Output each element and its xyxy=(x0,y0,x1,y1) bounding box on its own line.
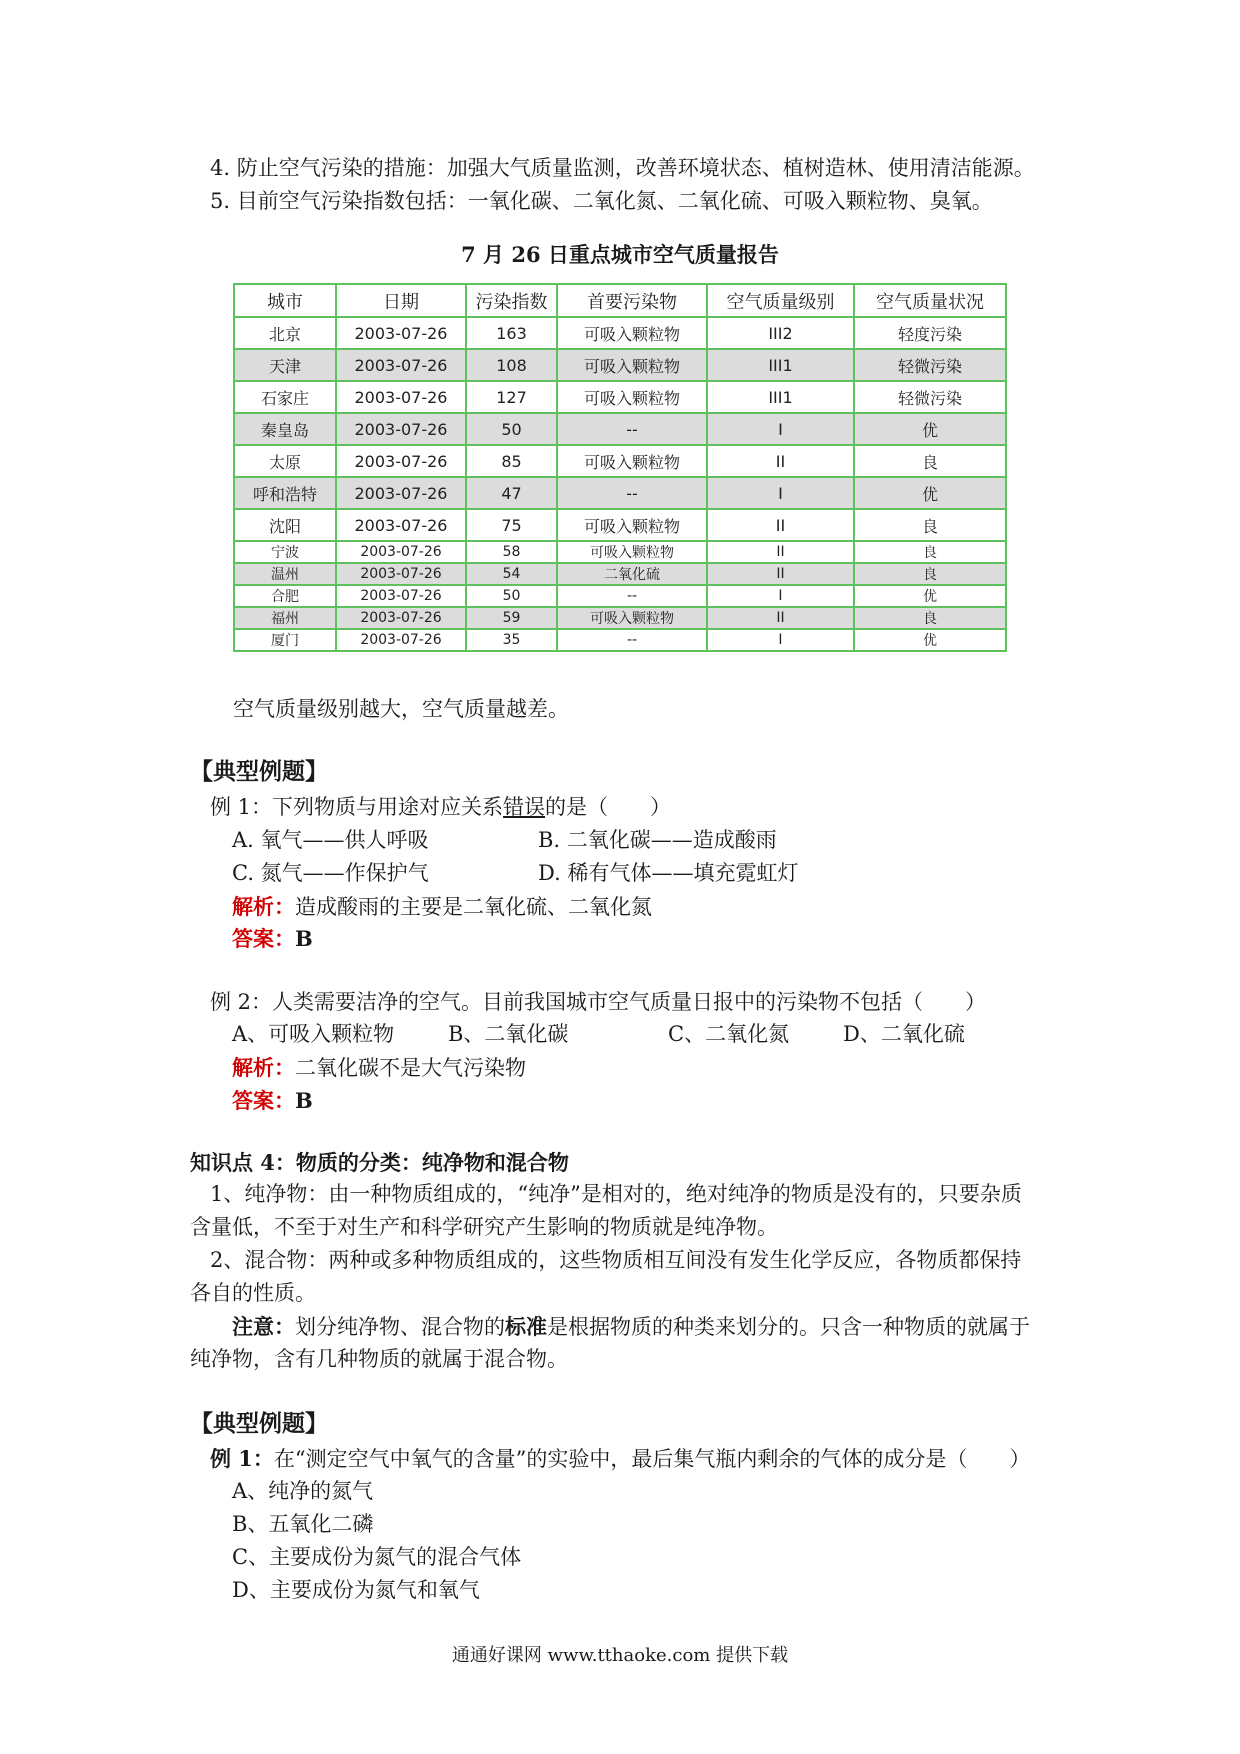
paragraph-1-line-1: 1、纯净物：由一种物质组成的，“纯净”是相对的，绝对纯净的物质是没有的，只要杂质 xyxy=(210,1182,1022,1206)
paragraph-2-line-1: 2、混合物：两种或多种物质组成的，这些物质相互间没有发生化学反应，各物质都保持 xyxy=(210,1248,1022,1272)
cell-status: 轻微污染 xyxy=(854,381,1006,413)
point-5: 5. 目前空气污染指数包括：一氧化碳、二氧化氮、二氧化硫、可吸入颗粒物、臭氧。 xyxy=(210,189,993,213)
cell-level: III1 xyxy=(707,349,854,381)
cell-level: I xyxy=(707,585,854,607)
cell-status: 良 xyxy=(854,445,1006,477)
cell-city: 温州 xyxy=(234,563,336,585)
note-line-1 xyxy=(232,1314,1030,1340)
question-text: 例 1：下列物质与用途对应关系 xyxy=(210,795,504,819)
table-note: 空气质量级别越大，空气质量越差。 xyxy=(233,697,569,721)
cell-level: II xyxy=(707,445,854,477)
cell-date: 2003-07-26 xyxy=(336,413,466,445)
cell-date: 2003-07-26 xyxy=(336,563,466,585)
option-a: A、可吸入颗粒物 xyxy=(232,1022,395,1046)
cell-index: 47 xyxy=(466,477,557,509)
table-row xyxy=(234,477,1006,509)
cell-pollutant: -- xyxy=(557,413,707,445)
cell-level: II xyxy=(707,509,854,541)
header-date: 日期 xyxy=(336,284,466,317)
analysis-text: 二氧化碳不是大气污染物 xyxy=(295,1056,526,1080)
header-status: 空气质量状况 xyxy=(854,284,1006,317)
header-city: 城市 xyxy=(234,284,336,317)
cell-pollutant: 可吸入颗粒物 xyxy=(557,445,707,477)
cell-pollutant: -- xyxy=(557,629,707,651)
example-label: 例 1： xyxy=(210,1446,274,1471)
cell-level: I xyxy=(707,477,854,509)
cell-city: 石家庄 xyxy=(234,381,336,413)
point-4: 4. 防止空气污染的措施：加强大气质量监测，改善环境状态、植树造林、使用清洁能源。 xyxy=(210,156,1035,180)
cell-status: 优 xyxy=(854,477,1006,509)
answer-value: B xyxy=(295,1088,313,1113)
note-bold: 标准 xyxy=(505,1314,547,1339)
cell-index: 58 xyxy=(466,541,557,563)
cell-status: 优 xyxy=(854,585,1006,607)
analysis-text: 造成酸雨的主要是二氧化硫、二氧化氮 xyxy=(295,895,652,919)
answer-label: 答案： xyxy=(232,926,295,951)
analysis-label: 解析： xyxy=(232,894,295,919)
table-row xyxy=(234,585,1006,607)
table-row xyxy=(234,445,1006,477)
analysis xyxy=(232,1055,526,1081)
cell-pollutant: 可吸入颗粒物 xyxy=(557,541,707,563)
cell-level: I xyxy=(707,629,854,651)
analysis xyxy=(232,894,652,920)
option-b: B、二氧化碳 xyxy=(448,1022,569,1046)
cell-status: 良 xyxy=(854,509,1006,541)
question-text-end: 的是（ ） xyxy=(545,795,672,819)
cell-level: III1 xyxy=(707,381,854,413)
cell-city: 秦皇岛 xyxy=(234,413,336,445)
table-row xyxy=(234,607,1006,629)
cell-level: III2 xyxy=(707,317,854,349)
table-row xyxy=(234,629,1006,651)
cell-pollutant: -- xyxy=(557,585,707,607)
cell-date: 2003-07-26 xyxy=(336,445,466,477)
cell-date: 2003-07-26 xyxy=(336,585,466,607)
section-heading: 【典型例题】 xyxy=(190,1410,328,1437)
question-underlined: 错误 xyxy=(503,795,546,819)
cell-status: 优 xyxy=(854,413,1006,445)
option-a: A. 氧气——供人呼吸 xyxy=(232,828,429,852)
knowledge-title: 知识点 4：物质的分类：纯净物和混合物 xyxy=(190,1150,569,1175)
footer-text: 通通好课网 www.tthaoke.com 提供下载 xyxy=(451,1645,789,1666)
cell-city: 宁波 xyxy=(234,541,336,563)
cell-status: 优 xyxy=(854,629,1006,651)
table-row xyxy=(234,509,1006,541)
header-level: 空气质量级别 xyxy=(707,284,854,317)
cell-city: 太原 xyxy=(234,445,336,477)
option-c: C. 氮气——作保护气 xyxy=(232,861,429,885)
cell-index: 50 xyxy=(466,413,557,445)
option-b: B、五氧化二磷 xyxy=(232,1512,374,1536)
table-row xyxy=(234,317,1006,349)
cell-status: 轻微污染 xyxy=(854,349,1006,381)
cell-date: 2003-07-26 xyxy=(336,317,466,349)
cell-city: 北京 xyxy=(234,317,336,349)
cell-index: 127 xyxy=(466,381,557,413)
paragraph-2-line-2: 各自的性质。 xyxy=(190,1281,316,1305)
cell-date: 2003-07-26 xyxy=(336,477,466,509)
table-row xyxy=(234,413,1006,445)
answer-value: B xyxy=(295,926,313,951)
option-c: C、主要成份为氮气的混合气体 xyxy=(232,1545,522,1569)
example-1-question xyxy=(210,1446,1030,1472)
section-heading: 【典型例题】 xyxy=(190,758,328,785)
cell-index: 163 xyxy=(466,317,557,349)
cell-level: II xyxy=(707,563,854,585)
cell-pollutant: -- xyxy=(557,477,707,509)
option-d: D、主要成份为氮气和氧气 xyxy=(232,1578,480,1602)
cell-city: 天津 xyxy=(234,349,336,381)
cell-index: 35 xyxy=(466,629,557,651)
header-pollutant: 首要污染物 xyxy=(557,284,707,317)
answer xyxy=(232,926,313,952)
example-2-question: 例 2：人类需要洁净的空气。目前我国城市空气质量日报中的污染物不包括（ ） xyxy=(210,990,987,1014)
cell-city: 厦门 xyxy=(234,629,336,651)
note-text-end: 是根据物质的种类来划分的。只含一种物质的就属于 xyxy=(547,1315,1030,1339)
cell-city: 呼和浩特 xyxy=(234,477,336,509)
option-d: D、二氧化硫 xyxy=(843,1022,965,1046)
cell-level: II xyxy=(707,607,854,629)
cell-pollutant: 可吸入颗粒物 xyxy=(557,349,707,381)
table-title: 7 月 26 日重点城市空气质量报告 xyxy=(461,242,779,267)
cell-status: 良 xyxy=(854,541,1006,563)
table-row xyxy=(234,541,1006,563)
example-1-question xyxy=(210,795,671,820)
air-quality-table xyxy=(233,283,1007,652)
table-row xyxy=(234,381,1006,413)
cell-city: 合肥 xyxy=(234,585,336,607)
cell-status: 轻度污染 xyxy=(854,317,1006,349)
cell-index: 54 xyxy=(466,563,557,585)
answer-label: 答案： xyxy=(232,1088,295,1113)
option-d: D. 稀有气体——填充霓虹灯 xyxy=(538,861,799,885)
cell-index: 59 xyxy=(466,607,557,629)
cell-level: II xyxy=(707,541,854,563)
table-header-row xyxy=(234,284,1006,317)
cell-pollutant: 可吸入颗粒物 xyxy=(557,607,707,629)
cell-pollutant: 可吸入颗粒物 xyxy=(557,381,707,413)
cell-level: I xyxy=(707,413,854,445)
cell-date: 2003-07-26 xyxy=(336,381,466,413)
header-index: 污染指数 xyxy=(466,284,557,317)
cell-pollutant: 可吸入颗粒物 xyxy=(557,509,707,541)
cell-pollutant: 可吸入颗粒物 xyxy=(557,317,707,349)
cell-city: 福州 xyxy=(234,607,336,629)
cell-date: 2003-07-26 xyxy=(336,509,466,541)
answer xyxy=(232,1088,313,1114)
analysis-label: 解析： xyxy=(232,1055,295,1080)
option-b: B. 二氧化碳——造成酸雨 xyxy=(538,828,777,852)
cell-pollutant: 二氧化硫 xyxy=(557,563,707,585)
cell-date: 2003-07-26 xyxy=(336,541,466,563)
cell-date: 2003-07-26 xyxy=(336,607,466,629)
option-a: A、纯净的氮气 xyxy=(232,1479,374,1503)
table-row xyxy=(234,563,1006,585)
note-line-2: 纯净物，含有几种物质的就属于混合物。 xyxy=(190,1347,568,1371)
note-label: 注意： xyxy=(232,1314,295,1339)
table-row xyxy=(234,349,1006,381)
paragraph-1-line-2: 含量低，不至于对生产和科学研究产生影响的物质就是纯净物。 xyxy=(190,1215,778,1239)
option-c: C、二氧化氮 xyxy=(668,1022,790,1046)
cell-status: 良 xyxy=(854,563,1006,585)
cell-index: 75 xyxy=(466,509,557,541)
question-text: 在“测定空气中氧气的含量”的实验中，最后集气瓶内剩余的气体的成分是（ ） xyxy=(273,1447,1031,1471)
cell-status: 良 xyxy=(854,607,1006,629)
cell-index: 50 xyxy=(466,585,557,607)
cell-date: 2003-07-26 xyxy=(336,629,466,651)
cell-city: 沈阳 xyxy=(234,509,336,541)
cell-date: 2003-07-26 xyxy=(336,349,466,381)
note-text: 划分纯净物、混合物的 xyxy=(295,1315,505,1339)
cell-index: 85 xyxy=(466,445,557,477)
cell-index: 108 xyxy=(466,349,557,381)
